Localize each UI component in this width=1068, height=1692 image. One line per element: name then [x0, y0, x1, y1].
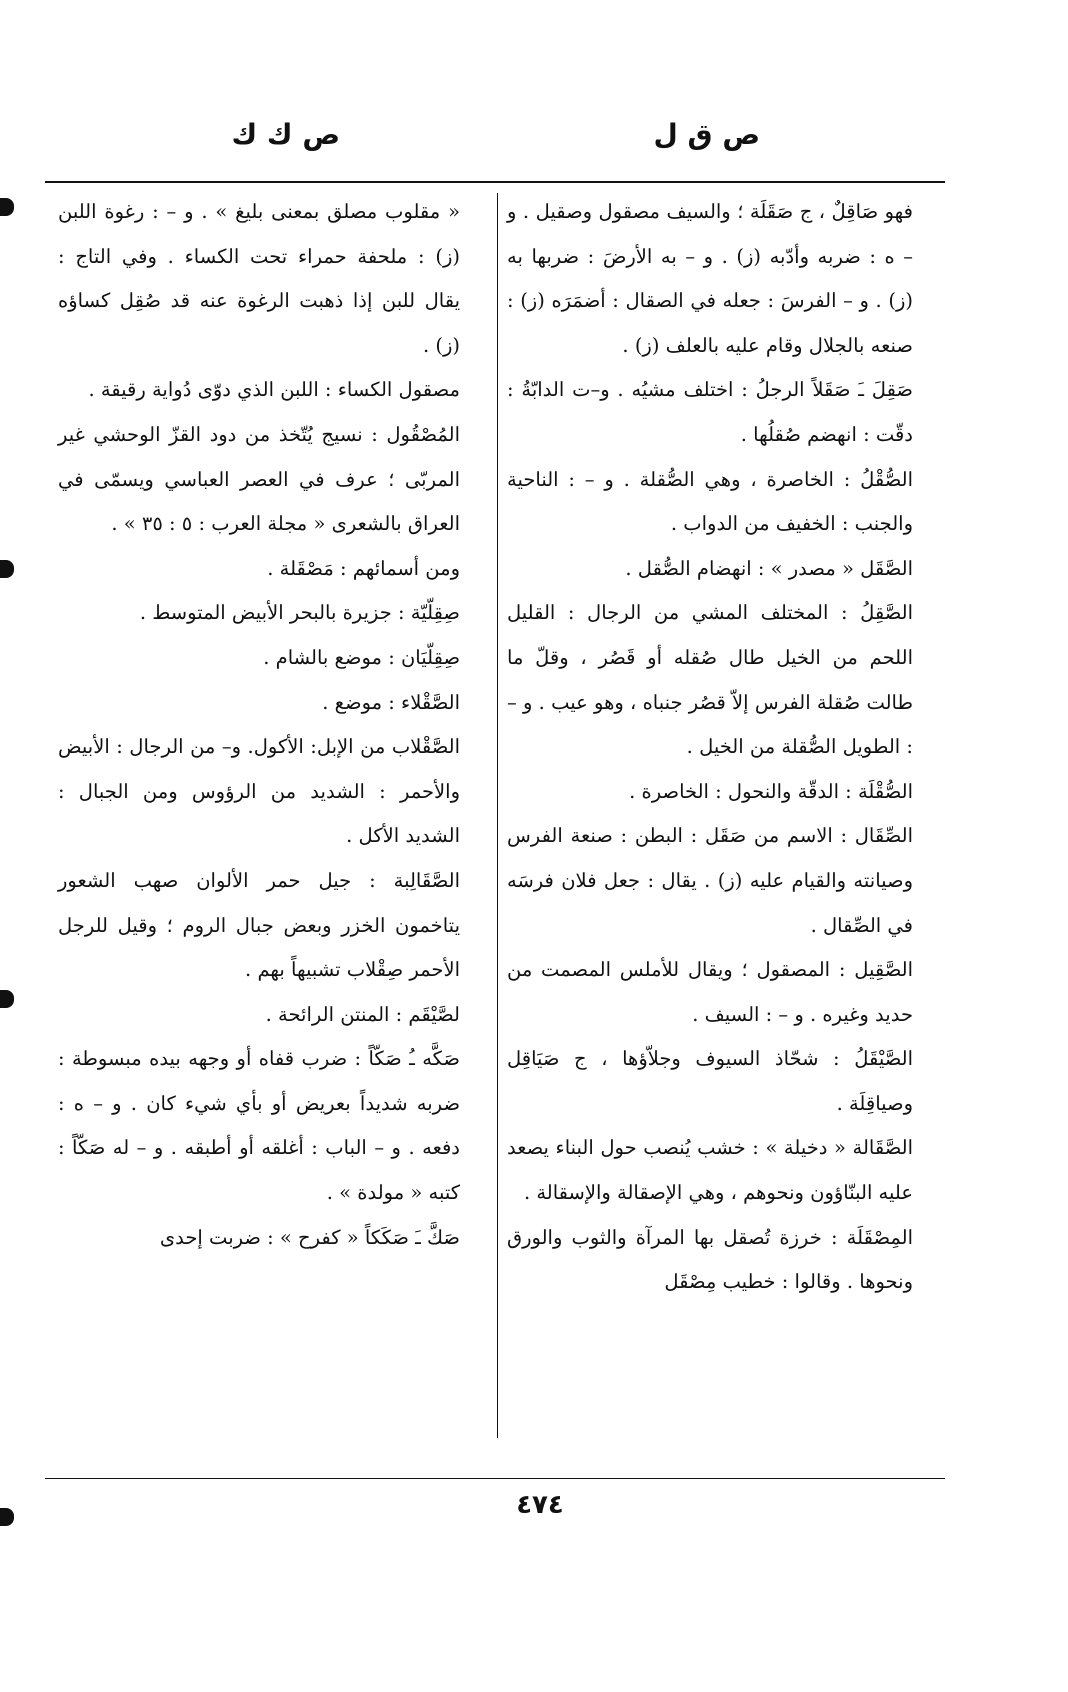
entry-al-suql: الصُّقْلُ : الخاصرة ، وهي الصُّقلة . و – : الناحية والجنب : الخفيف من الدواب .	[507, 467, 913, 536]
column-divider	[497, 193, 498, 1438]
binding-mark	[0, 1508, 14, 1526]
running-header-left: ص ك ك	[231, 118, 340, 151]
running-header-right: ص ق ل	[653, 118, 760, 151]
entry-al-saqil-1: الصَّقِلُ : المختلف المشي من الرجال : القليل اللحم من الخيل طال صُقله أو قَصُر ، وقلّ ما طالت صُقلة الفرس إلاّ قصُر جنباه ، وهو عيب . و – : الطويل الصُّقلة من الخيل .	[507, 601, 913, 759]
header-rule	[45, 181, 945, 183]
entry-al-saqla: الصَّقْلاء : موضع .	[322, 690, 460, 714]
binding-mark	[0, 198, 14, 216]
entry-al-misqala: المِصْقَلَة : خرزة تُصقل بها المرآة والثوب والورق ونحوها . وقالوا : خطيب مِصْقَل	[507, 1225, 913, 1294]
footer-rule	[45, 1478, 945, 1479]
entry-al-sayqal: الصَّيْقَلُ : شحّاذ السيوف وجلاّؤها ، ج صَيَاقِل وصياقِلَة .	[507, 1047, 913, 1115]
entry-al-siqlab: الصَّقْلاب من الإبل: الأكول. و– من الرجال : الأبيض والأحمر : الشديد من الرؤوس ومن الجبال : الشديد الأكل .	[58, 735, 460, 848]
binding-mark	[0, 560, 14, 578]
entry-al-saqal: الصَّقَل « مصدر » : انهضام الصُّقل .	[625, 556, 913, 580]
entry-al-siqal: الصِّقَال : الاسم من صَقَل : البطن : صنعة الفرس وصيانته والقيام عليه (ز) . يقال : جعل فلان فرسَه في الصِّقال .	[507, 824, 913, 937]
entry-siqilliya: صِقِلّيّة : جزيرة بالبحر الأبيض المتوسط .	[139, 601, 460, 625]
entry-al-saqaliba: الصَّقَالِبة : جيل حمر الألوان صهب الشعور يتاخمون الخزر وبعض جبال الروم ؛ وقيل للرجل الأحمر صِقْلاب تشبيهاً بهم .	[58, 868, 460, 982]
entry-al-suqla: الصُّقْلَة : الدقّة والنحول : الخاصرة .	[629, 779, 913, 803]
entry-continuation: « مقلوب مصلق بمعنى بليغ » . و – : رغوة اللبن (ز) : ملحفة حمراء تحت الكساء . وفي التاج : يقال للبن إذا ذهبت الرغوة عنه قد صُقِل كساؤه (ز) .	[58, 200, 460, 357]
left-column	[58, 190, 486, 1260]
entry-continuation: فهو صَاقِلٌ ، ج صَقَلَة ؛ والسيف مصقول وصقيل . و – ه : ضربه وأدّبه (ز) . و – به الأرضَ : ضربها به (ز) . و – الفرسَ : جعله في الصقال : أضمَرَه (ز) : صنعه بالجلال وقام عليه بالعلف (ز) .	[507, 200, 913, 357]
right-column	[507, 190, 939, 1305]
entry-sakka-sakakan: صَكَّ ـَ صَكَكاً « كفرح » : ضربت إحدى	[159, 1225, 460, 1249]
entry-masqala-name: ومن أسمائهم : مَصْقَلة .	[267, 556, 460, 580]
entry-al-sayqam: لصَّيْقَم : المنتن الرائحة .	[265, 1002, 460, 1026]
entry-siqilliyan: صِقِلّيَان : موضع بالشام .	[263, 645, 460, 669]
binding-mark	[0, 990, 14, 1008]
entry-masqul-al-kisa: مصقول الكساء : اللبن الذي دوّى دُواية رقيقة .	[88, 378, 460, 402]
entry-al-saqil-2: الصَّقِيل : المصقول ؛ ويقال للأملس المصمت من حديد وغيره . و – : السيف .	[507, 958, 913, 1026]
entry-al-saqala: الصَّقَالة « دخيلة » : خشب يُنصب حول البناء يصعد عليه البنّاؤون ونحوهم ، وهي الإصقالة والإسقالة .	[507, 1136, 913, 1205]
entry-saqila: صَقِلَ ـَ صَقَلاً الرجلُ : اختلف مشيُه . و–ت الدابّةُ : دقّت : انهضم صُقلُها .	[507, 378, 913, 446]
entry-al-masqul: المُصْقُول : نسيج يُتّخذ من دود القزّ الوحشي غير المربّى ؛ عرف في العصر العباسي ويسمّى في العراق بالشعرى « مجلة العرب : ٥ : ٣٥ » .	[58, 422, 460, 536]
entry-sakkahu: صَكَّه ـُ صَكّاً : ضرب قفاه أو وجهه بيده مبسوطة : ضربه شديداً بعريض أو بأي شيء كان . و – ه : دفعه . و – الباب : أغلقه أو أطبقه . و – له صَكّاً : كتبه « مولدة » .	[58, 1047, 460, 1205]
page-number: ٤٧٤	[516, 1490, 564, 1520]
